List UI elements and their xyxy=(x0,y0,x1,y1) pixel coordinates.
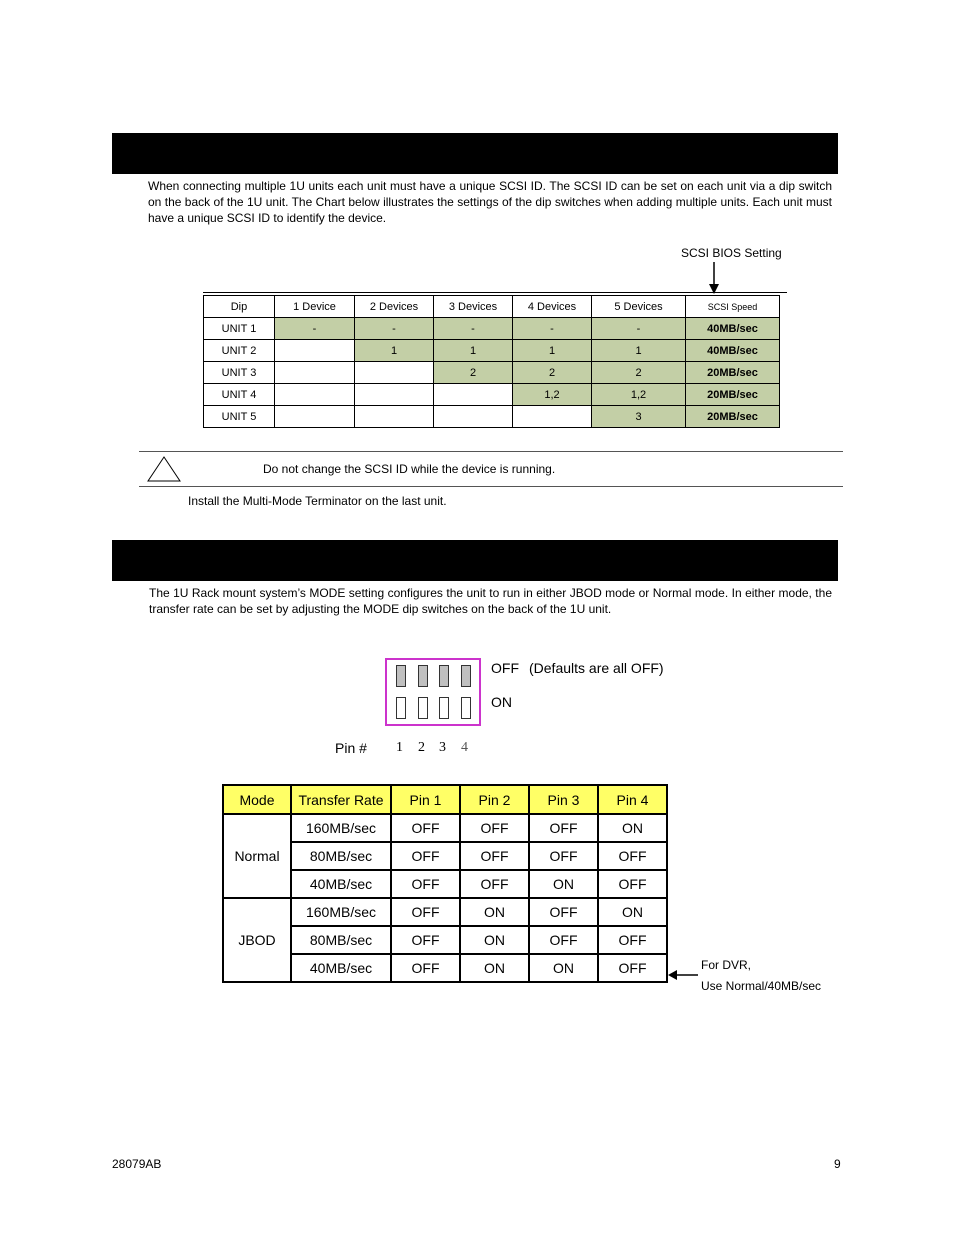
header-cell: Mode xyxy=(223,785,291,814)
dip-cell xyxy=(275,384,355,406)
rate-cell: 80MB/sec xyxy=(291,926,391,954)
pin-cell: ON xyxy=(529,870,598,898)
pin-number: 3 xyxy=(439,740,446,755)
rate-cell: 40MB/sec xyxy=(291,870,391,898)
pin-cell: ON xyxy=(460,954,529,982)
dip-cell: 2 xyxy=(434,362,513,384)
section-header-bar xyxy=(112,540,838,581)
header-cell: 5 Devices xyxy=(592,296,686,318)
pin-cell: OFF xyxy=(460,842,529,870)
doc-number: 28079AB xyxy=(112,1157,162,1171)
unit-cell: UNIT 3 xyxy=(204,362,275,384)
pin-cell: OFF xyxy=(460,814,529,842)
table-header-row xyxy=(204,296,780,318)
pin-cell: OFF xyxy=(391,814,460,842)
dip-cell: - xyxy=(592,318,686,340)
table-top-rule xyxy=(203,292,787,293)
section-header-bar xyxy=(112,133,838,174)
pin-label: Pin # xyxy=(335,740,367,756)
table-row xyxy=(204,406,780,428)
speed-cell: 40MB/sec xyxy=(686,318,780,340)
table-row xyxy=(223,898,667,926)
dip-cell: 3 xyxy=(592,406,686,428)
pin-cell: OFF xyxy=(598,954,667,982)
warning-top-rule xyxy=(139,451,843,452)
down-arrow-icon xyxy=(706,262,722,296)
pin-cell: ON xyxy=(598,898,667,926)
pin-number: 2 xyxy=(418,740,425,755)
warning-text: Do not change the SCSI ID while the device is running. xyxy=(263,462,556,476)
pin-cell: OFF xyxy=(529,926,598,954)
pin-cell: OFF xyxy=(460,870,529,898)
dip-cell xyxy=(355,384,434,406)
pin-number: 4 xyxy=(461,740,468,755)
speed-cell: 20MB/sec xyxy=(686,362,780,384)
table-row xyxy=(204,362,780,384)
header-cell: SCSI Speed xyxy=(686,296,780,318)
table-row xyxy=(204,384,780,406)
dip-cell: - xyxy=(355,318,434,340)
dip-cell: 2 xyxy=(592,362,686,384)
pin-number: 1 xyxy=(396,740,403,755)
defaults-label: (Defaults are all OFF) xyxy=(529,660,664,676)
pin-cell: ON xyxy=(460,898,529,926)
pin-cell: OFF xyxy=(529,898,598,926)
scsi-id-paragraph: When connecting multiple 1U units each unit must have a unique SCSI ID. The SCSI ID can be set on each unit via a dip switch on the back of the 1U unit. The Chart below illustrates the settings of the dip switches when adding multiple units. Each unit must have a unique SCSI ID to identify the device. xyxy=(148,179,832,225)
warning-bottom-rule xyxy=(139,486,843,487)
header-cell: Transfer Rate xyxy=(291,785,391,814)
pin-cell: OFF xyxy=(391,954,460,982)
table-header-row xyxy=(223,785,667,814)
dip-cell xyxy=(275,340,355,362)
dip-cell: 1 xyxy=(434,340,513,362)
pin-cell: OFF xyxy=(391,898,460,926)
dip-cell: 1 xyxy=(592,340,686,362)
switch-4-off xyxy=(461,665,471,687)
pin-cell: OFF xyxy=(598,842,667,870)
pin-cell: ON xyxy=(598,814,667,842)
dip-cell xyxy=(513,406,592,428)
header-cell: Dip xyxy=(204,296,275,318)
switch-1-off xyxy=(396,665,406,687)
header-cell: 2 Devices xyxy=(355,296,434,318)
speed-cell: 20MB/sec xyxy=(686,406,780,428)
rate-cell: 40MB/sec xyxy=(291,954,391,982)
dvr-note-line2: Use Normal/40MB/sec xyxy=(701,979,822,993)
header-cell: Pin 1 xyxy=(391,785,460,814)
dvr-note-line1: For DVR, xyxy=(701,958,752,972)
switch-2-off xyxy=(418,665,428,687)
dip-cell: - xyxy=(434,318,513,340)
rate-cell: 160MB/sec xyxy=(291,898,391,926)
pin-cell: OFF xyxy=(598,926,667,954)
left-arrow-icon xyxy=(668,968,698,982)
unit-cell: UNIT 5 xyxy=(204,406,275,428)
dip-cell: 1 xyxy=(513,340,592,362)
switch-4-on xyxy=(461,697,471,719)
dip-cell xyxy=(275,362,355,384)
terminator-note: Install the Multi-Mode Terminator on the last unit. xyxy=(188,494,447,508)
header-cell: 4 Devices xyxy=(513,296,592,318)
dip-cell: 1,2 xyxy=(513,384,592,406)
unit-cell: UNIT 1 xyxy=(204,318,275,340)
table-row xyxy=(223,814,667,842)
warning-triangle-icon xyxy=(146,455,182,483)
table-row xyxy=(204,318,780,340)
mode-paragraph: The 1U Rack mount system’s MODE setting configures the unit to run in either JBOD mode or Normal mode. In either mode, the transfer rate can be set by adjusting the MODE dip switches on the back of the 1U unit. xyxy=(149,586,832,616)
page-number: 9 xyxy=(834,1157,841,1171)
dip-cell xyxy=(355,406,434,428)
header-cell: Pin 4 xyxy=(598,785,667,814)
pin-cell: ON xyxy=(529,954,598,982)
dip-cell: - xyxy=(513,318,592,340)
dip-cell xyxy=(434,406,513,428)
mode-table xyxy=(222,784,668,983)
unit-cell: UNIT 4 xyxy=(204,384,275,406)
pin-cell: OFF xyxy=(391,842,460,870)
off-label: OFF xyxy=(491,660,519,676)
pin-cell: ON xyxy=(460,926,529,954)
switch-3-on xyxy=(439,697,449,719)
pin-cell: OFF xyxy=(529,814,598,842)
header-cell: Pin 3 xyxy=(529,785,598,814)
rate-cell: 80MB/sec xyxy=(291,842,391,870)
speed-cell: 20MB/sec xyxy=(686,384,780,406)
dip-cell: 1,2 xyxy=(592,384,686,406)
unit-cell: UNIT 2 xyxy=(204,340,275,362)
header-cell: 3 Devices xyxy=(434,296,513,318)
scsi-id-table xyxy=(203,295,780,428)
on-label: ON xyxy=(491,694,512,710)
dip-cell: 1 xyxy=(355,340,434,362)
header-cell: 1 Device xyxy=(275,296,355,318)
pin-cell: OFF xyxy=(529,842,598,870)
switch-1-on xyxy=(396,697,406,719)
rate-cell: 160MB/sec xyxy=(291,814,391,842)
speed-cell: 40MB/sec xyxy=(686,340,780,362)
dip-cell: - xyxy=(275,318,355,340)
mode-cell: JBOD xyxy=(223,898,291,982)
scsi-bios-label: SCSI BIOS Setting xyxy=(681,246,782,260)
dip-cell xyxy=(355,362,434,384)
mode-cell: Normal xyxy=(223,814,291,898)
switch-2-on xyxy=(418,697,428,719)
dip-cell xyxy=(275,406,355,428)
header-cell: Pin 2 xyxy=(460,785,529,814)
pin-cell: OFF xyxy=(391,870,460,898)
pin-cell: OFF xyxy=(598,870,667,898)
pin-cell: OFF xyxy=(391,926,460,954)
switch-3-off xyxy=(439,665,449,687)
table-row xyxy=(204,340,780,362)
dip-cell xyxy=(434,384,513,406)
dip-cell: 2 xyxy=(513,362,592,384)
